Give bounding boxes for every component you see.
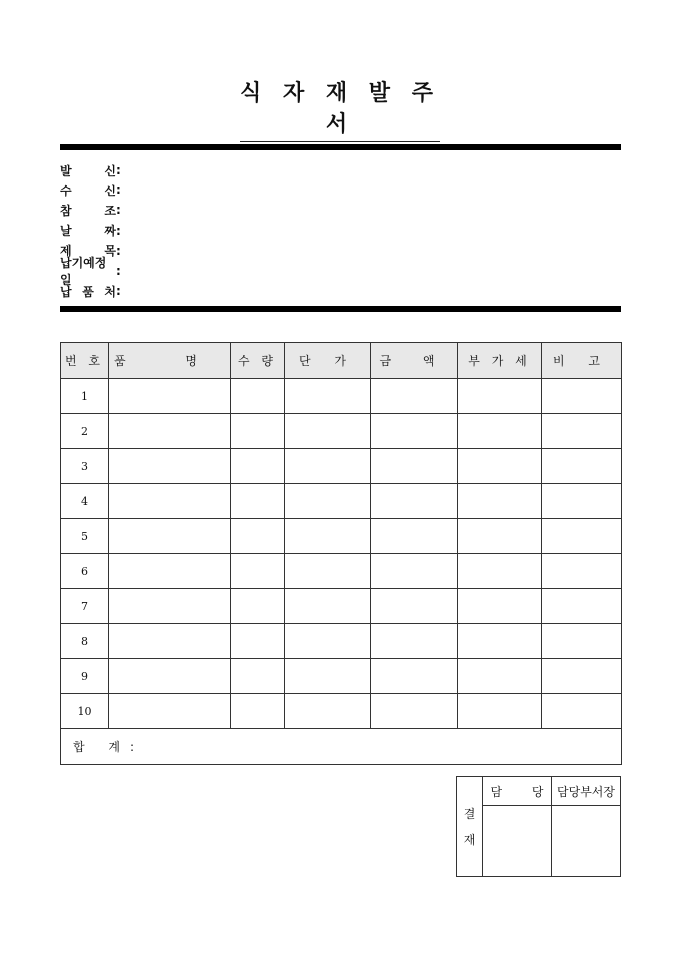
table-cell[interactable] — [109, 484, 231, 519]
table-cell[interactable] — [285, 694, 371, 729]
table-cell[interactable] — [109, 589, 231, 624]
row-number: 4 — [61, 484, 109, 519]
header-amount: 금 액 — [371, 343, 458, 379]
table-cell[interactable] — [231, 554, 285, 589]
table-cell[interactable] — [542, 624, 622, 659]
header-remarks: 비 고 — [542, 343, 622, 379]
approval-box — [456, 776, 621, 877]
table-cell[interactable] — [285, 484, 371, 519]
info-colon: : — [116, 264, 121, 279]
info-label-char: 제 — [60, 244, 72, 259]
table-cell[interactable] — [109, 414, 231, 449]
table-cell[interactable] — [109, 554, 231, 589]
table-row — [61, 414, 622, 449]
header-unit-price: 단 가 — [285, 343, 371, 379]
header-vat: 부 가 세 — [458, 343, 542, 379]
table-cell[interactable] — [231, 449, 285, 484]
table-cell[interactable] — [231, 379, 285, 414]
table-cell[interactable] — [285, 414, 371, 449]
table-cell[interactable] — [371, 554, 458, 589]
row-number: 6 — [61, 554, 109, 589]
table-cell[interactable] — [458, 379, 542, 414]
table-cell[interactable] — [109, 449, 231, 484]
row-number: 2 — [61, 414, 109, 449]
info-label — [60, 283, 116, 300]
table-cell[interactable] — [542, 554, 622, 589]
row-number: 10 — [61, 694, 109, 729]
table-row — [61, 624, 622, 659]
table-header-row — [61, 343, 622, 379]
table-row — [61, 554, 622, 589]
info-colon: : — [116, 243, 121, 258]
info-row-sender — [60, 160, 128, 180]
table-cell[interactable] — [458, 589, 542, 624]
table-cell[interactable] — [371, 624, 458, 659]
table-row — [61, 589, 622, 624]
table-row — [61, 484, 622, 519]
total-label: 합 계 — [73, 740, 130, 754]
table-cell[interactable] — [285, 449, 371, 484]
info-colon: : — [116, 163, 121, 178]
table-row — [61, 694, 622, 729]
table-cell[interactable] — [371, 484, 458, 519]
table-cell[interactable] — [231, 624, 285, 659]
approval-side-bottom: 재 — [463, 832, 476, 847]
info-label-char: 품 — [82, 284, 94, 299]
info-row-delivery-place — [60, 281, 128, 301]
row-number: 3 — [61, 449, 109, 484]
info-label — [60, 222, 116, 239]
info-label-char: 처 — [104, 284, 116, 299]
table-cell[interactable] — [231, 694, 285, 729]
table-cell[interactable] — [109, 694, 231, 729]
table-row — [61, 659, 622, 694]
table-cell[interactable] — [285, 554, 371, 589]
table-cell[interactable] — [371, 519, 458, 554]
table-cell[interactable] — [285, 519, 371, 554]
table-cell[interactable] — [109, 624, 231, 659]
table-cell[interactable] — [231, 659, 285, 694]
table-cell[interactable] — [458, 484, 542, 519]
approval-sign-head[interactable] — [552, 806, 621, 877]
order-items-table — [60, 342, 622, 765]
row-number: 1 — [61, 379, 109, 414]
header-number: 번 호 — [61, 343, 109, 379]
table-cell[interactable] — [109, 659, 231, 694]
table-cell[interactable] — [458, 694, 542, 729]
header-quantity: 수 량 — [231, 343, 285, 379]
table-cell[interactable] — [542, 694, 622, 729]
table-cell[interactable] — [285, 379, 371, 414]
table-cell[interactable] — [542, 659, 622, 694]
total-row — [61, 729, 622, 765]
table-cell[interactable] — [231, 414, 285, 449]
approval-header-row — [457, 777, 621, 806]
document-title: 식 자 재 발 주 서 — [240, 76, 440, 142]
approval-sign-staff[interactable] — [483, 806, 552, 877]
header-divider-top — [60, 144, 621, 150]
table-cell[interactable] — [458, 659, 542, 694]
table-cell[interactable] — [542, 519, 622, 554]
info-label-char: 짜 — [104, 224, 116, 239]
info-label-char: 참 — [60, 203, 72, 218]
info-label — [60, 162, 116, 179]
table-cell[interactable] — [371, 449, 458, 484]
info-row-reference — [60, 200, 128, 220]
table-cell[interactable] — [542, 449, 622, 484]
info-colon: : — [116, 183, 121, 198]
approval-col-staff: 담 당 — [483, 777, 552, 806]
table-cell[interactable] — [542, 414, 622, 449]
table-cell[interactable] — [458, 519, 542, 554]
table-cell[interactable] — [371, 414, 458, 449]
info-label-char: 날 — [60, 224, 72, 239]
row-number: 5 — [61, 519, 109, 554]
table-cell[interactable] — [542, 589, 622, 624]
table-cell[interactable] — [231, 519, 285, 554]
approval-col-head: 담당부서장 — [552, 777, 621, 806]
table-cell[interactable] — [542, 379, 622, 414]
approval-side-top: 결 — [463, 806, 476, 821]
header-divider-bottom — [60, 306, 621, 312]
table-cell[interactable] — [371, 379, 458, 414]
table-row — [61, 379, 622, 414]
info-colon: : — [116, 223, 121, 238]
row-number: 8 — [61, 624, 109, 659]
table-cell[interactable] — [231, 589, 285, 624]
info-label-char: 신 — [104, 163, 116, 178]
info-label-char: 납 — [60, 284, 72, 299]
row-number: 7 — [61, 589, 109, 624]
total-colon: : — [130, 740, 135, 754]
table-cell[interactable] — [458, 624, 542, 659]
table-row — [61, 449, 622, 484]
header-item-name: 품 명 — [109, 343, 231, 379]
info-block — [60, 160, 128, 301]
table-cell[interactable] — [231, 484, 285, 519]
table-cell[interactable] — [371, 694, 458, 729]
table-row — [61, 519, 622, 554]
table-cell[interactable] — [109, 379, 231, 414]
info-row-recipient — [60, 180, 128, 200]
table-cell[interactable] — [285, 589, 371, 624]
approval-side-label — [457, 777, 483, 877]
info-colon: : — [116, 203, 121, 218]
row-number: 9 — [61, 659, 109, 694]
info-label-char: 신 — [104, 183, 116, 198]
table-cell[interactable] — [371, 589, 458, 624]
table-cell[interactable] — [109, 519, 231, 554]
table-cell[interactable] — [542, 484, 622, 519]
info-label — [60, 182, 116, 199]
table-cell[interactable] — [458, 449, 542, 484]
total-cell[interactable] — [61, 729, 622, 765]
table-cell[interactable] — [458, 554, 542, 589]
table-cell[interactable] — [285, 659, 371, 694]
info-colon: : — [116, 284, 121, 299]
info-label-char: 발 — [60, 163, 72, 178]
info-label-char: 조 — [104, 203, 116, 218]
info-label — [60, 202, 116, 219]
info-label-char: 수 — [60, 183, 72, 198]
table-cell[interactable] — [285, 624, 371, 659]
info-row-delivery-date — [60, 256, 128, 288]
info-row-date — [60, 221, 128, 241]
info-label: 납기예정일 — [60, 256, 107, 288]
table-cell[interactable] — [371, 659, 458, 694]
info-label-char: 목 — [104, 244, 116, 259]
table-cell[interactable] — [458, 414, 542, 449]
